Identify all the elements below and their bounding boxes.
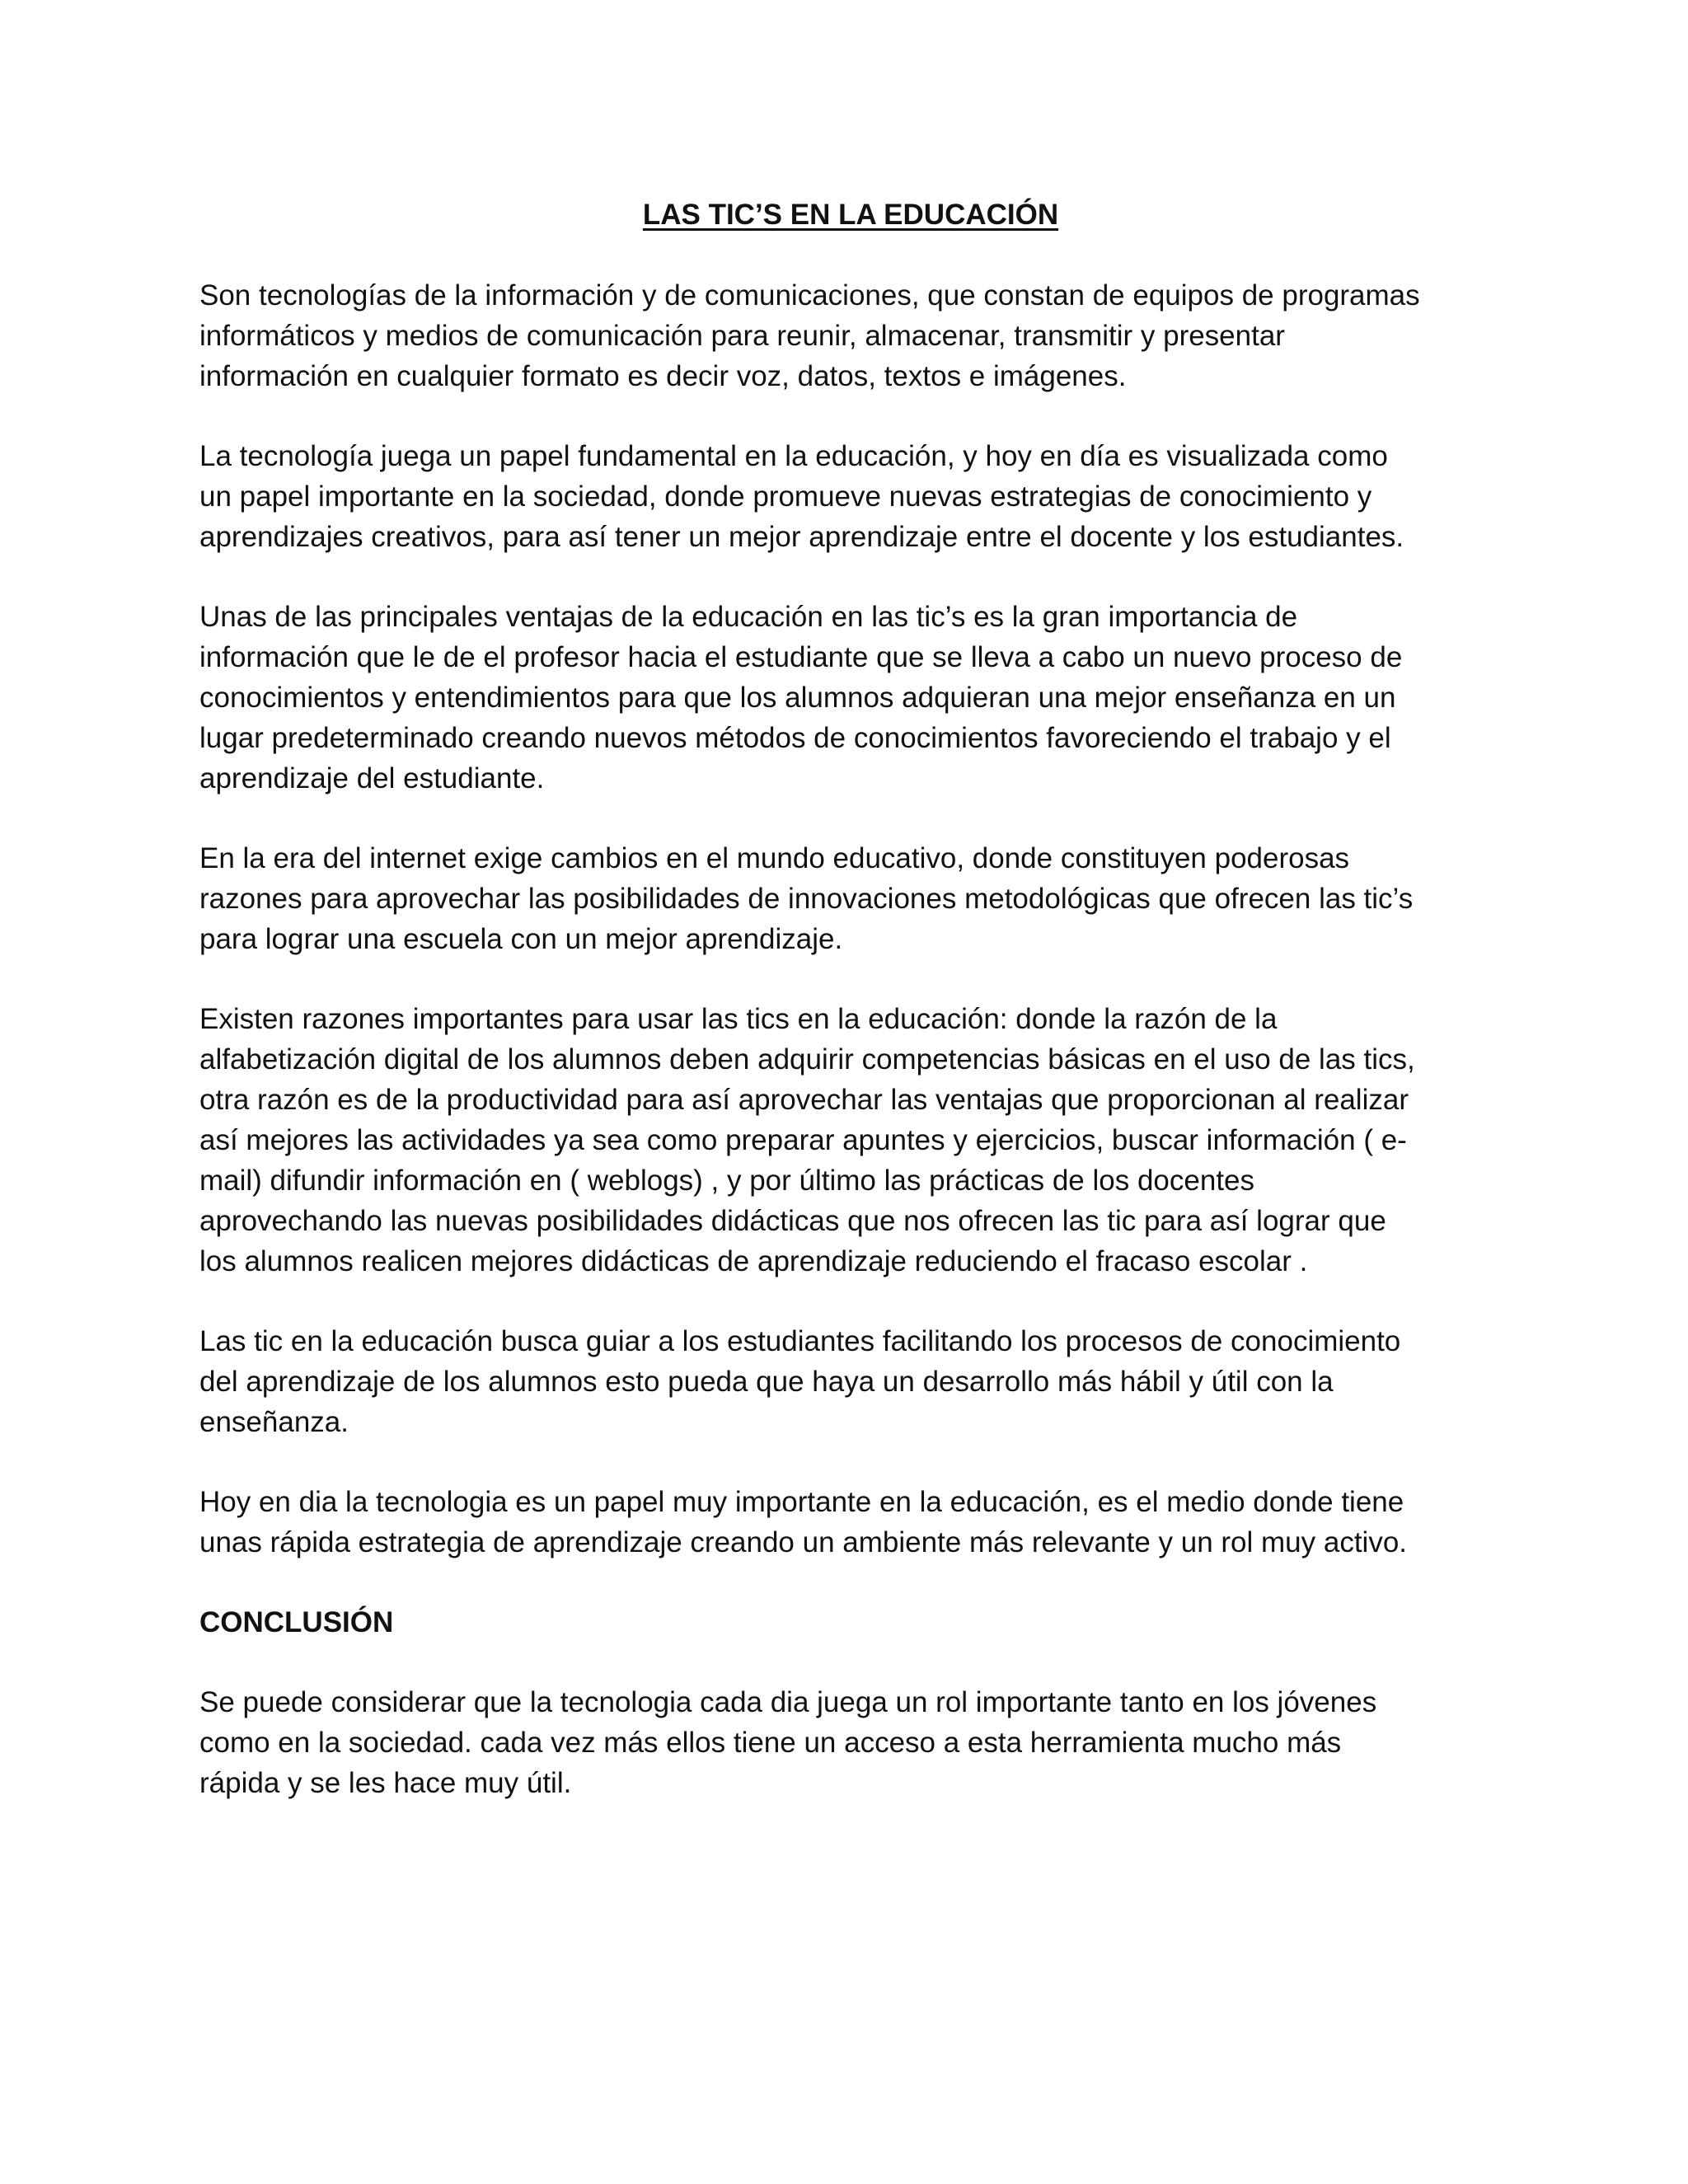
- paragraph-today: [199, 1482, 1493, 1563]
- text-line: lugar predeterminado creando nuevos métodos de conocimientos favoreciendo el trabajo y el: [199, 722, 1391, 754]
- paragraph-guiding-students: [199, 1321, 1493, 1442]
- text-line: un papel importante en la sociedad, donde promueve nuevas estrategias de conocimiento y: [199, 480, 1372, 513]
- text-line: Son tecnologías de la información y de comunicaciones, que constan de equipos de programas: [199, 279, 1420, 312]
- text-line: aprendizajes creativos, para así tener un mejor aprendizaje entre el docente y los estudiantes.: [199, 521, 1404, 553]
- text-line: Las tic en la educación busca guiar a los estudiantes facilitando los procesos de conocimiento: [199, 1325, 1401, 1357]
- text-line: conocimientos y entendimientos para que los alumnos adquieran una mejor enseñanza en un: [199, 682, 1396, 714]
- text-line: los alumnos realicen mejores didácticas de aprendizaje reduciendo el fracaso escolar .: [199, 1245, 1308, 1277]
- text-line: información en cualquier formato es decir voz, datos, textos e imágenes.: [199, 360, 1127, 392]
- text-line: razones para aprovechar las posibilidades de innovaciones metodológicas que ofrecen las tic’s: [199, 883, 1414, 915]
- text-line: Existen razones importantes para usar las tics en la educación: donde la razón de la: [199, 1003, 1278, 1035]
- text-line: La tecnología juega un papel fundamental en la educación, y hoy en día es visualizada como: [199, 440, 1388, 472]
- text-line: aprovechando las nuevas posibilidades didácticas que nos ofrecen las tic para así lograr que: [199, 1205, 1386, 1237]
- text-line: información que le de el profesor hacia el estudiante que se lleva a cabo un nuevo proceso de: [199, 641, 1403, 673]
- text-line: como en la sociedad. cada vez más ellos tiene un acceso a esta herramienta mucho más: [199, 1727, 1342, 1759]
- text-line: rápida y se les hace muy útil.: [199, 1767, 572, 1799]
- conclusion-heading: CONCLUSIÓN: [199, 1606, 394, 1638]
- text-line: Hoy en dia la tecnologia es un papel muy importante en la educación, es el medio donde tiene: [199, 1486, 1404, 1518]
- text-line: Se puede considerar que la tecnologia cada dia juega un rol importante tanto en los jóvenes: [199, 1686, 1377, 1718]
- text-line: aprendizaje del estudiante.: [199, 762, 545, 794]
- paragraph-internet-era: [199, 838, 1493, 959]
- text-line: del aprendizaje de los alumnos esto pueda que haya un desarrollo más hábil y útil con la: [199, 1366, 1334, 1398]
- document-body: [199, 194, 1493, 1843]
- paragraph-advantages: [199, 597, 1493, 799]
- text-line: informáticos y medios de comunicación para reunir, almacenar, transmitir y presentar: [199, 320, 1285, 352]
- text-line: otra razón es de la productividad para así aprovechar las ventajas que proporcionan al realizar: [199, 1084, 1409, 1116]
- text-line: alfabetización digital de los alumnos deben adquirir competencias básicas en el uso de las tics,: [199, 1043, 1415, 1076]
- text-line: mail) difundir información en ( weblogs) , y por último las prácticas de los docentes: [199, 1165, 1255, 1197]
- text-line: así mejores las actividades ya sea como preparar apuntes y ejercicios, buscar información ( e-: [199, 1124, 1407, 1156]
- paragraph-conclusion: [199, 1682, 1493, 1803]
- document-title: LAS TIC’S EN LA EDUCACIÓN: [642, 199, 1059, 231]
- paragraph-definition: [199, 275, 1493, 396]
- text-line: enseñanza.: [199, 1406, 349, 1438]
- text-line: Unas de las principales ventajas de la educación en las tic’s es la gran importancia de: [199, 601, 1298, 633]
- paragraph-reasons: [199, 999, 1493, 1282]
- text-line: para lograr una escuela con un mejor aprendizaje.: [199, 923, 843, 955]
- text-line: En la era del internet exige cambios en el mundo educativo, donde constituyen poderosas: [199, 842, 1350, 874]
- text-line: unas rápida estrategia de aprendizaje creando un ambiente más relevante y un rol muy activo.: [199, 1526, 1408, 1558]
- paragraph-role-of-technology: [199, 436, 1493, 557]
